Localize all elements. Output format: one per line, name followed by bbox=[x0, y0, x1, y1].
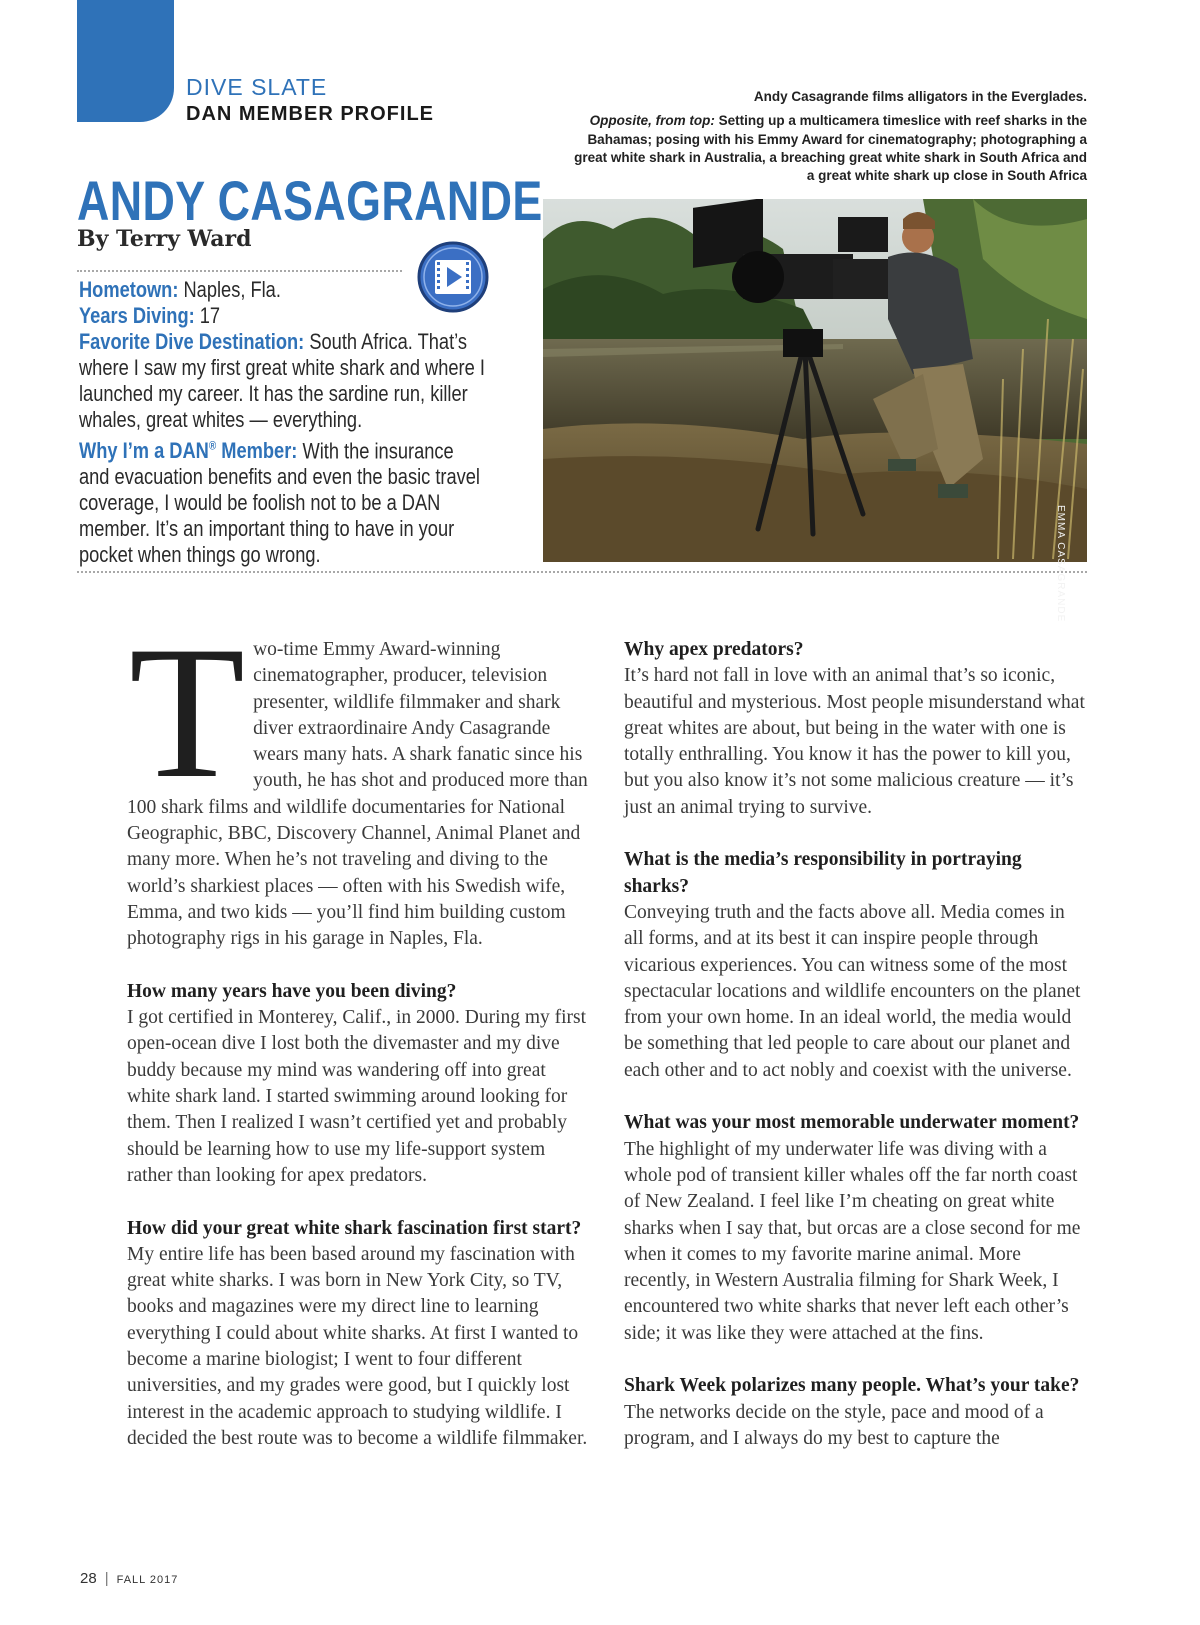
byline: By Terry Ward bbox=[77, 226, 252, 252]
footer-separator: | bbox=[104, 1570, 109, 1587]
answer: The highlight of my underwater life was diving with a whole pod of transient killer whales off the far north coast of New Zealand. I feel like I’m cheating on great white sharks when I say that, but orcas are a close second for me when it comes to my favorite marine animal. More recently, in Western Australia filming for Shark Week, I encountered two white sharks that never left each other’s side; it was like they were attached at the fins. bbox=[624, 1138, 1081, 1344]
answer: I got certified in Monterey, Calif., in 2000. During my first open-ocean dive I lost both the divemaster and my dive buddy because my mind was wandering off into great white shark land. I started swimming around looking for them. Then I realized I wasn’t certified yet and probably should be learning how to use my life-support system rather than looking for apex predators. bbox=[127, 1007, 587, 1186]
photo-caption bbox=[567, 88, 1087, 185]
section-divider bbox=[77, 571, 1087, 573]
section-label: DIVE SLATE bbox=[186, 74, 328, 100]
years-label: Years Diving: bbox=[79, 303, 195, 328]
section-tab bbox=[77, 0, 174, 122]
question: How did your great white shark fascination first start? bbox=[127, 1217, 582, 1239]
question: What was your most memorable underwater moment? bbox=[624, 1112, 1080, 1134]
article-title: ANDY CASAGRANDE bbox=[77, 169, 543, 232]
question: Shark Week polarizes many people. What’s your take? bbox=[624, 1375, 1080, 1397]
intro-paragraph: Two-time Emmy Award-winning cinematographer, producer, television presenter, wildlife filmmaker and shark diver extraordinaire Andy Casagrande wears many hats. A shark fanatic since his youth, he has shot and produced more than 100 shark films and wildlife documentaries for National Geographic, BBC, Discovery Channel, Animal Planet and many more. When he’s not traveling and diving to the world’s sharkiest places — often with his Swedish wife, Emma, and two kids — you’ll find him building custom photography rigs in his garage in Naples, Fla. bbox=[127, 608, 588, 950]
answer: The networks decide on the style, pace and mood of a program, and I always do my best to capture the bbox=[624, 1401, 1044, 1449]
answer: My entire life has been based around my fascination with great white sharks. I was born in New York City, so TV, books and magazines were my direct line to learning everything I could about white sharks. At first I wanted to become a marine biologist; I went to four different universities, and my grades were good, but I quickly lost interest in the academic approach to studying wildlife. I decided the best route was to become a wildlife filmmaker. bbox=[127, 1243, 588, 1449]
photo-credit: EMMA CASAGRANDE bbox=[1055, 505, 1066, 623]
body-column-left bbox=[127, 608, 589, 1452]
question: What is the media’s responsibility in portraying sharks? bbox=[624, 849, 1022, 897]
fact-box bbox=[79, 277, 486, 568]
destination-label: Favorite Dive Destination: bbox=[79, 329, 305, 354]
caption-line: Andy Casagrande films alligators in the Everglades. bbox=[753, 89, 1087, 104]
body-column-right bbox=[624, 637, 1086, 1452]
page-number: 28 bbox=[80, 1570, 97, 1587]
issue-label: FALL 2017 bbox=[116, 1574, 179, 1586]
why-dan-label: Why I’m a DAN® Member: bbox=[79, 438, 298, 464]
why-dan-value: With the insurance and evacuation benefits and even the basic travel coverage, I would be foolish not to be a DAN member. It’s an important thing to have in your pocket when things go wrong. bbox=[79, 438, 480, 568]
answer: Conveying truth and the facts above all. Media comes in all forms, and at its best it can inspire people through vicarious experiences. You can witness some of the most spectacular locations and wildlife encounters on the planet from your own home. In an ideal world, the media would be something that led people to care about our planet and each other and to act nobly and coexist with the universe. bbox=[624, 901, 1081, 1081]
drop-cap: T bbox=[129, 608, 246, 818]
feature-photo bbox=[543, 199, 1087, 562]
subsection-label: DAN MEMBER PROFILE bbox=[186, 103, 434, 125]
hometown-value: Naples, Fla. bbox=[178, 277, 281, 302]
answer: It’s hard not fall in love with an animal that’s so iconic, beautiful and mysterious. Most people misunderstand what great whites are about, but being in the water with one is totally enthralling. You know it has the power to kill you, but you also know it’s not some malicious creature — it’s just an animal trying to survive. bbox=[624, 665, 1085, 818]
divider bbox=[77, 270, 402, 272]
caption-lead: Opposite, from top: bbox=[589, 113, 715, 129]
caption-text: Setting up a multicamera timeslice with reef sharks in the Bahamas; posing with his Emmy Award for cinematography; photographing a great white shark in Australia, a breaching great white shark in South Africa and a great white shark up close in South Africa bbox=[574, 113, 1087, 184]
page-footer bbox=[80, 1570, 178, 1587]
years-value: 17 bbox=[194, 303, 221, 328]
question: How many years have you been diving? bbox=[127, 980, 457, 1002]
destination-value: South Africa. That’s where I saw my first great white shark and where I launched my career. It has the sardine run, killer whales, great whites — everything. bbox=[79, 329, 485, 432]
hometown-label: Hometown: bbox=[79, 277, 179, 302]
question: Why apex predators? bbox=[624, 639, 804, 660]
